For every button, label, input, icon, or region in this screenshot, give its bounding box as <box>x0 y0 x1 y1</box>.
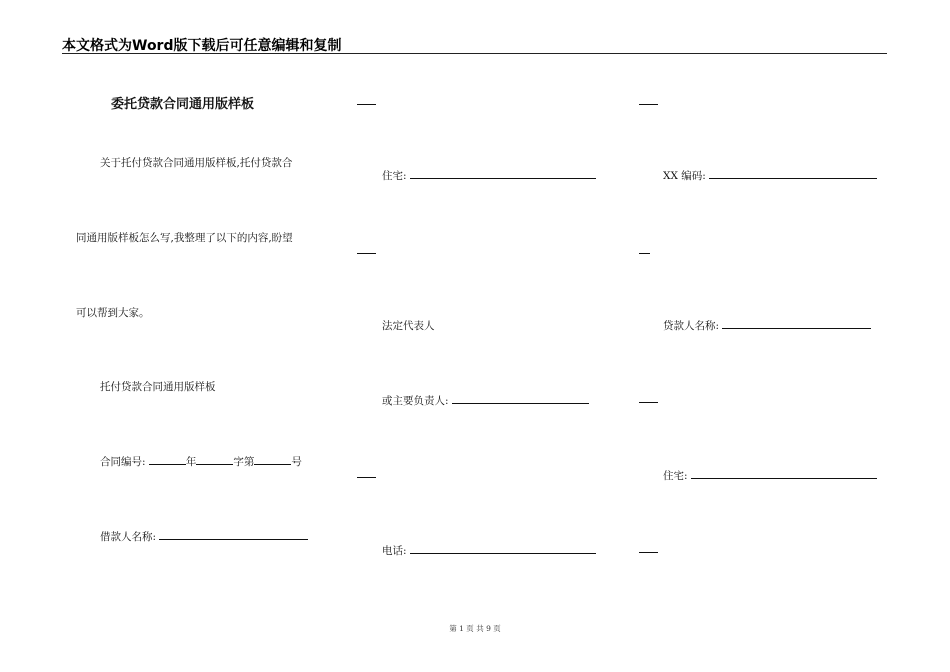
intro-line-3: 可以帮到大家。 <box>76 307 150 319</box>
contract-number-blank-1 <box>149 455 186 465</box>
col3-address-label: 住宅: <box>663 470 688 482</box>
contract-number-zidi: 字第 <box>233 456 255 468</box>
code-blank <box>709 169 877 179</box>
header-rule <box>62 53 887 54</box>
col2-address-field <box>382 168 596 183</box>
document-title: 委托贷款合同通用版样板 <box>111 97 255 112</box>
col3-address-blank <box>691 469 877 479</box>
contract-number-year: 年 <box>185 456 197 468</box>
legal-representative-label: 法定代表人 <box>382 320 435 332</box>
principal-label: 或主要负责人: <box>382 395 449 407</box>
page-footer: 第 1 页 共 9 页 <box>449 624 501 633</box>
contract-number-blank-2 <box>196 455 233 465</box>
borrower-name-blank <box>159 530 308 540</box>
col3-address-field <box>663 468 877 483</box>
col3-dash-4 <box>639 552 658 553</box>
col2-dash-2 <box>357 253 376 254</box>
lender-name-label: 贷款人名称: <box>663 320 720 332</box>
col3-dash-1 <box>639 104 658 105</box>
intro-line-1: 关于托付贷款合同通用版样板,托付贷款合 <box>100 157 293 169</box>
contract-number-field <box>100 454 302 469</box>
col2-address-blank <box>410 169 596 179</box>
lender-name-blank <box>722 319 871 329</box>
col3-dash-3 <box>639 402 658 403</box>
principal-blank <box>452 394 589 404</box>
borrower-name-label: 借款人名称: <box>100 531 157 543</box>
code-label: XX 编码: <box>663 170 706 182</box>
principal-field <box>382 393 589 408</box>
code-field <box>663 168 877 183</box>
col2-dash-1 <box>357 104 376 105</box>
col2-dash-3 <box>357 477 376 478</box>
col2-address-label: 住宅: <box>382 170 407 182</box>
phone-label: 电话: <box>382 545 407 557</box>
intro-line-2: 同通用版样板怎么写,我整理了以下的内容,盼望 <box>76 232 293 244</box>
page-header: 本文格式为Word版下载后可任意编辑和复制 <box>62 38 342 54</box>
contract-number-label: 合同编号: <box>100 456 146 468</box>
section-subtitle: 托付贷款合同通用版样板 <box>100 381 216 393</box>
lender-name-field <box>663 318 871 333</box>
col3-dash-2 <box>639 253 650 254</box>
phone-blank <box>410 544 596 554</box>
phone-field <box>382 543 596 558</box>
borrower-name-field <box>100 529 308 544</box>
contract-number-blank-3 <box>254 455 291 465</box>
contract-number-hao: 号 <box>291 456 302 468</box>
